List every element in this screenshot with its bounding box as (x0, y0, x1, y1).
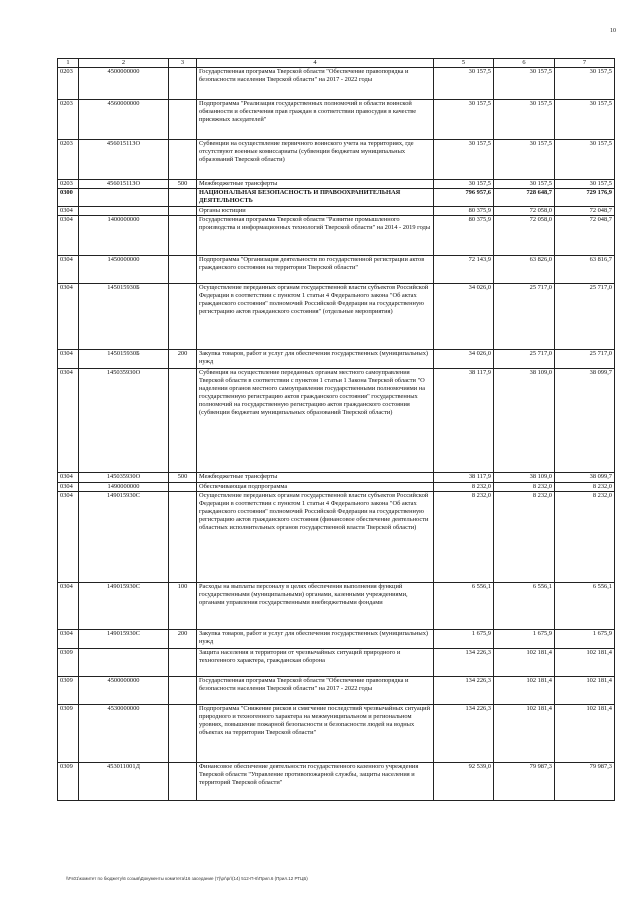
target-cell: 4500000000 (79, 68, 169, 100)
description-cell: Подпрограмма "Организация деятельности по государственной регистрации актов гражданского состояния на территории Тверской области" (197, 256, 434, 284)
type-cell: 100 (169, 583, 197, 630)
amount-cell: 8 232,0 (494, 492, 555, 583)
amount-cell: 134 226,3 (434, 677, 494, 705)
code-cell: 0304 (58, 207, 79, 216)
amount-cell: 102 181,4 (555, 677, 615, 705)
amount-cell: 6 556,1 (434, 583, 494, 630)
amount-cell: 38 117,9 (434, 473, 494, 483)
description-cell: Межбюджетные трансферты (197, 473, 434, 483)
table-row (58, 649, 615, 677)
amount-cell: 102 181,4 (555, 705, 615, 763)
code-cell: 0309 (58, 677, 79, 705)
amount-cell: 38 109,0 (494, 473, 555, 483)
table-row (58, 189, 615, 207)
target-cell: 1400000000 (79, 216, 169, 256)
type-cell (169, 705, 197, 763)
table-row (58, 350, 615, 369)
amount-cell: 8 232,0 (494, 483, 555, 492)
table-row (58, 483, 615, 492)
table-row (58, 100, 615, 140)
table-row (58, 630, 615, 649)
amount-cell: 1 675,9 (434, 630, 494, 649)
table-body (58, 68, 615, 801)
description-cell: Подпрограмма "Реализация государственных полномочий в области воинской обязанности и обеспечения прав граждан в соответствии правосудия в качестве присяжных заседателей" (197, 100, 434, 140)
target-cell: 145035930О (79, 473, 169, 483)
target-cell (79, 649, 169, 677)
table-row (58, 677, 615, 705)
code-cell: 0309 (58, 763, 79, 801)
type-cell (169, 649, 197, 677)
table-row (58, 583, 615, 630)
amount-cell: 796 957,6 (434, 189, 494, 207)
amount-cell: 79 987,3 (555, 763, 615, 801)
amount-cell: 1 675,9 (555, 630, 615, 649)
column-header: 3 (169, 59, 197, 68)
type-cell (169, 483, 197, 492)
target-cell: 45601511ЗО (79, 180, 169, 189)
target-cell (79, 207, 169, 216)
amount-cell: 79 987,3 (494, 763, 555, 801)
amount-cell: 63 826,0 (494, 256, 555, 284)
amount-cell: 728 648,7 (494, 189, 555, 207)
amount-cell: 30 157,5 (494, 140, 555, 180)
code-cell: 0203 (58, 100, 79, 140)
code-cell: 0304 (58, 492, 79, 583)
description-cell: Закупка товаров, работ и услуг для обеспечения государственных (муниципальных) нужд (197, 630, 434, 649)
amount-cell: 30 157,5 (494, 100, 555, 140)
amount-cell: 72 048,7 (555, 207, 615, 216)
amount-cell: 25 717,0 (494, 350, 555, 369)
column-header: 6 (494, 59, 555, 68)
code-cell: 0309 (58, 649, 79, 677)
amount-cell: 38 099,7 (555, 473, 615, 483)
amount-cell: 8 232,0 (434, 483, 494, 492)
type-cell (169, 677, 197, 705)
code-cell: 0203 (58, 140, 79, 180)
type-cell (169, 68, 197, 100)
amount-cell: 72 048,7 (555, 216, 615, 256)
amount-cell: 30 157,5 (434, 68, 494, 100)
description-cell: Осуществление переданных органам государственной власти субъектов Российской Федерации в соответствии с пунктом 1 статьи 4 Федерального закона "Об актах гражданского состояния" полномочий Российской Федерации на государственную регистрацию актов гражданского состояния (финансовое обеспечение деятельности областных исполнительных органов государственной власти Тверской области) (197, 492, 434, 583)
amount-cell: 80 375,9 (434, 207, 494, 216)
amount-cell: 34 026,0 (434, 284, 494, 350)
type-cell (169, 256, 197, 284)
table-row (58, 68, 615, 100)
type-cell: 200 (169, 350, 197, 369)
table-row (58, 763, 615, 801)
target-cell: 145015930Б (79, 284, 169, 350)
amount-cell: 92 539,0 (434, 763, 494, 801)
table-row (58, 140, 615, 180)
amount-cell: 102 181,4 (494, 677, 555, 705)
amount-cell: 30 157,5 (494, 180, 555, 189)
column-header: 7 (555, 59, 615, 68)
target-cell (79, 189, 169, 207)
code-cell: 0304 (58, 483, 79, 492)
amount-cell: 72 058,0 (494, 207, 555, 216)
amount-cell: 38 117,9 (434, 369, 494, 473)
type-cell: 500 (169, 473, 197, 483)
target-cell: 149015930С (79, 492, 169, 583)
amount-cell: 134 226,3 (434, 649, 494, 677)
amount-cell: 38 109,0 (494, 369, 555, 473)
code-cell: 0300 (58, 189, 79, 207)
type-cell (169, 284, 197, 350)
code-cell: 0304 (58, 256, 79, 284)
amount-cell: 38 099,7 (555, 369, 615, 473)
type-cell (169, 492, 197, 583)
amount-cell: 8 232,0 (434, 492, 494, 583)
description-cell: Органы юстиции (197, 207, 434, 216)
amount-cell: 63 816,7 (555, 256, 615, 284)
column-header: 2 (79, 59, 169, 68)
amount-cell: 30 157,5 (555, 180, 615, 189)
amount-cell: 25 717,0 (555, 284, 615, 350)
description-cell: Расходы на выплаты персоналу в целях обеспечения выполнения функций государственными (муниципальными) органами, казенными учреждениями, органами управления государственными внебюджетными фондами (197, 583, 434, 630)
description-cell: НАЦИОНАЛЬНАЯ БЕЗОПАСНОСТЬ И ПРАВООХРАНИТЕЛЬНАЯ ДЕЯТЕЛЬНОСТЬ (197, 189, 434, 207)
amount-cell: 30 157,5 (555, 68, 615, 100)
amount-cell: 25 717,0 (494, 284, 555, 350)
amount-cell: 1 675,9 (494, 630, 555, 649)
column-header: 4 (197, 59, 434, 68)
table-header-row (58, 59, 615, 68)
description-cell: Подпрограмма "Снижение рисков и смягчение последствий чрезвычайных ситуаций природного и техногенного характера на межмуниципальном и региональном уровнях, повышение пожарной безопасности и безопасности людей на водных объектах на территории Тверской области" (197, 705, 434, 763)
target-cell: 145015930Б (79, 350, 169, 369)
code-cell: 0203 (58, 180, 79, 189)
amount-cell: 729 176,9 (555, 189, 615, 207)
code-cell: 0304 (58, 369, 79, 473)
amount-cell: 30 157,5 (434, 140, 494, 180)
amount-cell: 34 026,0 (434, 350, 494, 369)
table-row (58, 705, 615, 763)
table-row (58, 284, 615, 350)
target-cell: 4530000000 (79, 705, 169, 763)
description-cell: Осуществление переданных органам государственной власти субъектов Российской Федерации в соответствии с пунктом 1 статьи 4 Федерального закона "Об актах гражданского состояния" полномочий Российской Федерации на государственную регистрацию актов гражданского состояния" (отдельные мероприятия) (197, 284, 434, 350)
target-cell: 4560000000 (79, 100, 169, 140)
code-cell: 0304 (58, 473, 79, 483)
type-cell (169, 369, 197, 473)
description-cell: Государственная программа Тверской области "Обеспечение правопорядка и безопасности населения Тверской области" на 2017 - 2022 годы (197, 677, 434, 705)
amount-cell: 102 181,4 (494, 649, 555, 677)
amount-cell: 102 181,4 (494, 705, 555, 763)
target-cell: 149015930С (79, 630, 169, 649)
table-row (58, 492, 615, 583)
description-cell: Межбюджетные трансферты (197, 180, 434, 189)
description-cell: Финансовое обеспечение деятельности государственного казенного учреждения Тверской области "Управление противопожарной службы, защиты населения и территорий Тверской области" (197, 763, 434, 801)
column-header: 1 (58, 59, 79, 68)
type-cell (169, 216, 197, 256)
description-cell: Защита населения и территории от чрезвычайных ситуаций природного и техногенного характера, гражданская оборона (197, 649, 434, 677)
footer-path: \\Fs01\комитет по бюджету\6 созыв\Документы комитета\16 заседание (7)\pr\pr\(14) 512-П-6\Прил.6 (Прил.12 РТЦБ) (66, 876, 308, 881)
budget-table (57, 58, 615, 801)
code-cell: 0304 (58, 284, 79, 350)
target-cell: 149015930С (79, 583, 169, 630)
description-cell: Государственная программа Тверской области "Обеспечение правопорядка и безопасности населения Тверской области" на 2017 - 2022 годы (197, 68, 434, 100)
type-cell (169, 100, 197, 140)
target-cell: 4500000000 (79, 677, 169, 705)
code-cell: 0304 (58, 350, 79, 369)
target-cell: 1490000000 (79, 483, 169, 492)
code-cell: 0203 (58, 68, 79, 100)
type-cell (169, 189, 197, 207)
type-cell (169, 207, 197, 216)
amount-cell: 30 157,5 (555, 100, 615, 140)
amount-cell: 80 375,9 (434, 216, 494, 256)
description-cell: Субвенции на осуществление первичного воинского учета на территориях, где отсутствуют военные комиссариаты (субвенции бюджетам муниципальных образований Тверской области) (197, 140, 434, 180)
target-cell: 45601511ЗО (79, 140, 169, 180)
amount-cell: 30 157,5 (555, 140, 615, 180)
type-cell (169, 140, 197, 180)
amount-cell: 8 232,0 (555, 492, 615, 583)
description-cell: Обеспечивающая подпрограмма (197, 483, 434, 492)
type-cell: 500 (169, 180, 197, 189)
code-cell: 0304 (58, 630, 79, 649)
table-row (58, 216, 615, 256)
type-cell: 200 (169, 630, 197, 649)
table-row (58, 180, 615, 189)
target-cell: 1450000000 (79, 256, 169, 284)
code-cell: 0304 (58, 216, 79, 256)
amount-cell: 8 232,0 (555, 483, 615, 492)
description-cell: Субвенция на осуществление переданных органам местного самоуправления Тверской области в соответствии с пунктом 1 статьи 1 Закона Тверской области "О наделении органов местного самоуправления государственными полномочиями на государственную регистрацию актов гражданского состояния" государственных полномочий на государственную регистрацию актов гражданского состояния (субвенции бюджетам муниципальных образований Тверской области) (197, 369, 434, 473)
code-cell: 0309 (58, 705, 79, 763)
amount-cell: 25 717,0 (555, 350, 615, 369)
code-cell: 0304 (58, 583, 79, 630)
page-number: 10 (610, 28, 616, 34)
amount-cell: 30 157,5 (434, 180, 494, 189)
target-cell: 453011001Д (79, 763, 169, 801)
amount-cell: 30 157,5 (494, 68, 555, 100)
amount-cell: 6 556,1 (494, 583, 555, 630)
target-cell: 145035930О (79, 369, 169, 473)
table-row (58, 207, 615, 216)
column-header: 5 (434, 59, 494, 68)
table-row (58, 256, 615, 284)
table-row (58, 473, 615, 483)
amount-cell: 134 226,3 (434, 705, 494, 763)
amount-cell: 30 157,5 (434, 100, 494, 140)
amount-cell: 72 143,9 (434, 256, 494, 284)
amount-cell: 6 556,1 (555, 583, 615, 630)
description-cell: Государственная программа Тверской области "Развитие промышленного производства и информационных технологий Тверской области" на 2014 - 2019 годы (197, 216, 434, 256)
amount-cell: 102 181,4 (555, 649, 615, 677)
description-cell: Закупка товаров, работ и услуг для обеспечения государственных (муниципальных) нужд (197, 350, 434, 369)
table-row (58, 369, 615, 473)
type-cell (169, 763, 197, 801)
amount-cell: 72 058,0 (494, 216, 555, 256)
